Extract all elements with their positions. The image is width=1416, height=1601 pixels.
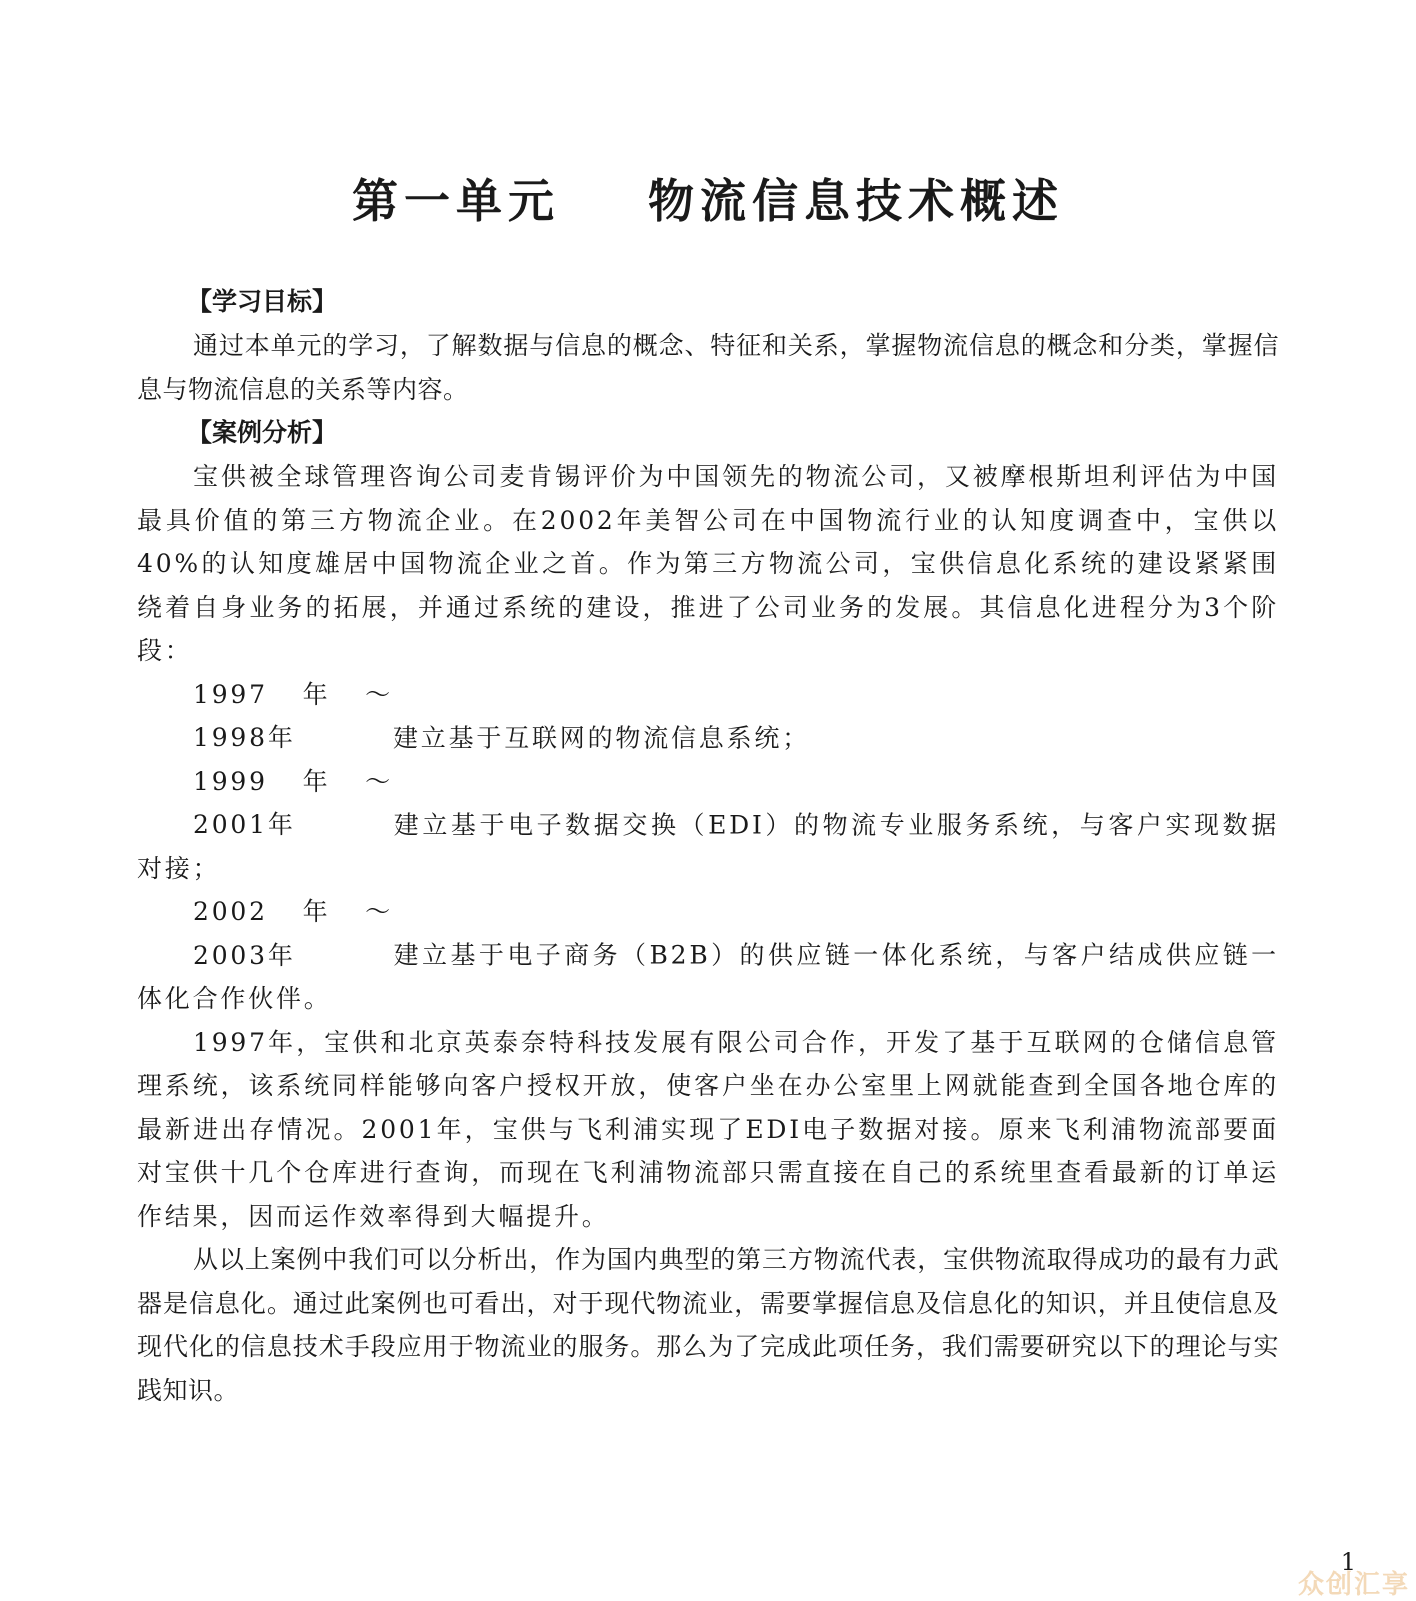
learning-goal-heading: 【学习目标】	[187, 287, 338, 316]
case-detail-paragraph: 1997年，宝供和北京英泰奈特科技发展有限公司合作，开发了基于互联网的仓储信息管理系统，该系统同样能够向客户授权开放，使客户坐在办公室里上网就能查到全国各地仓库的最新进出存情况。2001年，宝供与飞利浦实现了EDI电子数据对接。原来飞利浦物流部要面对宝供十几个仓库进行查询，而现在飞利浦物流部只需直接在自己的系统里查看最新的订单运作结果，因而运作效率得到大幅提升。	[137, 1027, 1279, 1231]
case-analysis-heading: 【案例分析】	[187, 418, 338, 447]
stage-item	[137, 890, 1279, 1021]
stage-item	[137, 673, 1279, 760]
conclusion-paragraph: 从以上案例中我们可以分析出，作为国内典型的第三方物流代表，宝供物流取得成功的最有力武器是信息化。通过此案例也可看出，对于现代物流业，需要掌握信息及信息化的知识，并且使信息及现代化的信息技术手段应用于物流业的服务。那么为了完成此项任务，我们需要研究以下的理论与实践知识。	[137, 1245, 1279, 1405]
stage-period: 2002年～2003年	[193, 897, 393, 970]
document-body	[137, 280, 1279, 1412]
stage-item	[137, 760, 1279, 891]
unit-title: 第一单元 物流信息技术概述	[351, 174, 1065, 228]
learning-goal-text: 通过本单元的学习，了解数据与信息的概念、特征和关系，掌握物流信息的概念和分类，掌握信息与物流信息的关系等内容。	[137, 331, 1279, 404]
watermark-logo: 众创汇享	[1297, 1570, 1410, 1600]
case-intro-paragraph: 宝供被全球管理咨询公司麦肯锡评价为中国领先的物流公司，又被摩根斯坦利评估为中国最具价值的第三方物流企业。在2002年美智公司在中国物流行业的认知度调查中，宝供以40%的认知度雄居中国物流企业之首。作为第三方物流公司，宝供信息化系统的建设紧紧围绕着自身业务的拓展，并通过系统的建设，推进了公司业务的发展。其信息化进程分为3个阶段：	[137, 462, 1279, 665]
stage-period: 1997年～1998年	[193, 679, 393, 752]
stage-description: 建立基于互联网的物流信息系统；	[393, 723, 811, 752]
stage-description: 建立基于电子数据交换（EDI）的物流专业服务系统，与客户实现数据对接；	[137, 810, 1279, 883]
page-number: 1	[1340, 1548, 1356, 1576]
stage-description: 建立基于电子商务（B2B）的供应链一体化系统，与客户结成供应链一体化合作伙伴。	[137, 940, 1279, 1013]
stage-period: 1999年～2001年	[193, 766, 393, 839]
